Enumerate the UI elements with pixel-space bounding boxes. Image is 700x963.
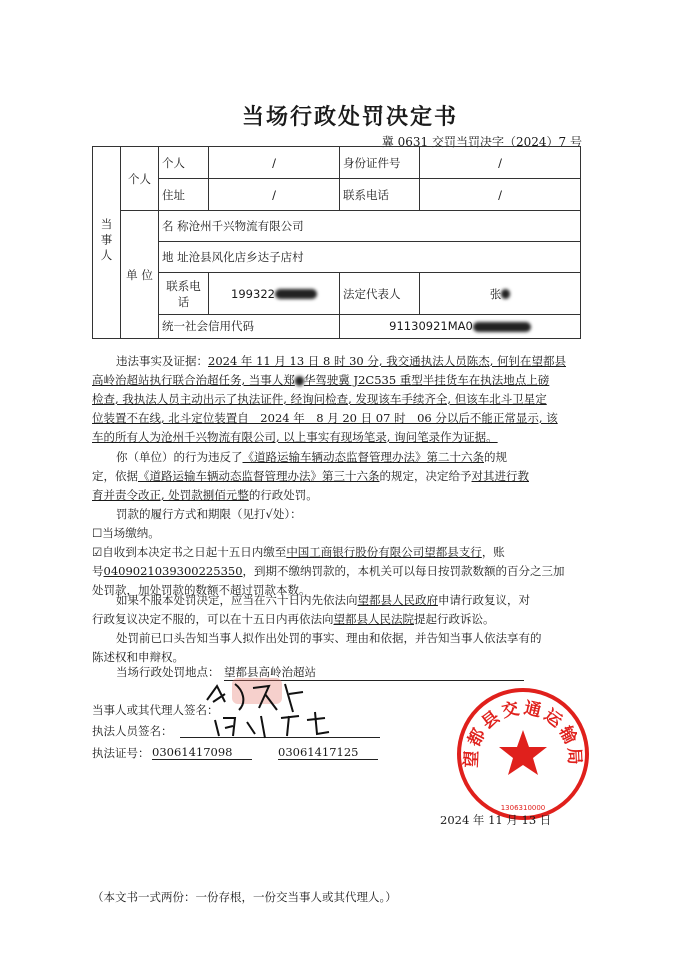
individual-label: 个人 — [121, 147, 159, 211]
violation-text: 的规定，决定给予 — [379, 469, 472, 483]
review-authority: 望都县人民政府 — [357, 593, 438, 607]
facts-line: 车的所有人为沧州千兴物流有限公司, 以上事实有现场笔录, 询问笔录作为证据。 — [92, 430, 498, 444]
redaction-mark — [501, 289, 510, 299]
unit-phone-value: 199322 — [231, 286, 275, 301]
unit-address-row — [159, 242, 581, 273]
violated-law: 《道路运输车辆动态监督管理办法》第二十六条 — [242, 450, 484, 464]
payment-text: ，到期不缴纳罚款的，本机关可以每日按罚款数额的百分之三加 — [242, 564, 565, 578]
party-label: 当事人 — [93, 147, 121, 339]
official-seal — [455, 686, 591, 822]
notice-paragraph — [92, 629, 582, 667]
unit-phone-cell — [209, 273, 340, 314]
document-title: 当场行政处罚决定书 — [241, 105, 458, 130]
facts-line: 位装置不在线, 北斗定位装置自 2024 年 8 月 20 日 07 时 06 分以后不能正常显示, 该 — [92, 411, 558, 425]
bank-name: 中国工商银行股份有限公司望都县支行 — [286, 545, 482, 559]
payment-option-cash: ☐当场缴纳。 — [92, 526, 160, 540]
unit-address-value: 沧县风化店乡达子店村 — [188, 250, 304, 265]
seal-text: 望都县交通运输局 — [461, 698, 585, 769]
address-value: / — [209, 179, 340, 211]
facts-paragraph — [92, 352, 582, 447]
payment-heading: 罚款的履行方式和期限（见打√处）： — [116, 507, 302, 521]
credit-label: 统一社会信用代码 — [159, 314, 340, 338]
credit-value: 91130921MA0 — [389, 319, 473, 334]
facts-label: 违法事实及证据： — [116, 354, 208, 368]
document-number: 冀 0631 交罚当罚决字（2024）7 号 — [381, 135, 582, 149]
party-signature-label: 当事人或其代理人签名： — [92, 703, 219, 717]
handwritten-signature — [195, 672, 375, 742]
appeal-text: 提起行政诉讼。 — [414, 612, 495, 626]
facts-line: 2024 年 11 月 13 日 8 时 30 分, 我交通执法人员陈杰, 何钊在望都县 — [208, 354, 567, 368]
officer-signature-label: 执法人员签名： — [92, 724, 173, 738]
redaction-mark — [473, 322, 531, 332]
unit-name-row — [159, 211, 581, 242]
violation-text: 的行政处罚。 — [248, 488, 318, 502]
payment-text: 号 — [92, 564, 104, 578]
payment-text: 处罚款，加处罚款的数额不超过罚款本数。 — [92, 583, 311, 597]
unit-name-value: 沧州千兴物流有限公司 — [188, 219, 304, 234]
footnote: （本文书一式两份：一份存根，一份交当事人或其代理人。） — [92, 890, 397, 904]
appeal-text: 申请行政复议，对 — [438, 593, 530, 607]
place-value: 望都县高岭治超站 — [224, 664, 524, 681]
id-value: / — [420, 147, 581, 179]
basis-law: 《道路运输车辆动态监督管理办法》第三十六条 — [138, 469, 380, 483]
phone-value: / — [420, 179, 581, 211]
redaction-mark — [295, 376, 304, 386]
violation-text: 定，依据 — [92, 469, 138, 483]
appeal-paragraph — [92, 591, 582, 629]
penalty-text: 育并责令改正, 处罚款捌佰元整 — [92, 488, 249, 502]
individual-name-label: 个人 — [159, 147, 209, 179]
payment-paragraph — [92, 505, 582, 600]
address-label: 住址 — [159, 179, 209, 211]
cert-number-1: 03061417098 — [152, 745, 252, 760]
cert-number-2: 03061417125 — [278, 745, 378, 760]
appeal-text: 行政复议决定不服的，可以在十五日内再依法向 — [92, 612, 334, 626]
unit-phone-label: 联系电话 — [159, 273, 209, 314]
unit-label: 单 位 — [121, 211, 159, 339]
violation-paragraph — [92, 448, 582, 505]
facts-line: 高岭治超站执行联合治超任务, 当事人郑 — [92, 373, 295, 387]
unit-name-label: 名 称 — [162, 219, 189, 234]
payment-option-bank: ☑自收到本决定书之日起十五日内缴至 — [92, 545, 287, 559]
rep-value: 张 — [489, 286, 502, 301]
violation-text: 的规 — [484, 450, 507, 464]
seal-code: 1306310000 — [500, 804, 546, 812]
credit-cell — [340, 314, 581, 338]
notice-text: 处罚前已口头告知当事人拟作出处罚的事实、理由和依据，并告知当事人依法享有的 — [116, 631, 542, 645]
payment-text: ，账 — [481, 545, 505, 559]
notice-text: 陈述权和申辩权。 — [92, 650, 184, 664]
id-label: 身份证件号 — [340, 147, 420, 179]
individual-name-value: / — [209, 147, 340, 179]
place-label: 当场行政处罚地点： — [116, 665, 220, 679]
violation-text: 你（单位）的行为违反了 — [116, 450, 243, 464]
decision-date: 2024 年 11 月 13 日 — [440, 813, 552, 827]
phone-label: 联系电话 — [340, 179, 420, 211]
facts-line: 华驾驶冀 J2C535 重型半挂货车在执法地点上磅 — [303, 373, 550, 387]
rep-cell — [420, 273, 581, 314]
redaction-mark — [275, 289, 317, 299]
party-table — [92, 146, 581, 339]
cert-label: 执法证号： — [92, 746, 150, 760]
penalty-text: 对其进行教 — [471, 469, 529, 483]
rep-label: 法定代表人 — [340, 273, 420, 314]
account-number: 0409021039300225350 — [103, 564, 243, 578]
appeal-text: 如果不服本处罚决定，应当在六十日内先依法向 — [116, 593, 358, 607]
unit-address-label: 地 址 — [162, 250, 189, 265]
court-name: 望都县人民法院 — [333, 612, 414, 626]
facts-line: 检查, 我执法人员主动出示了执法证件, 经询问检查, 发现该车手续齐全, 但该车北斗卫星定 — [92, 392, 547, 406]
